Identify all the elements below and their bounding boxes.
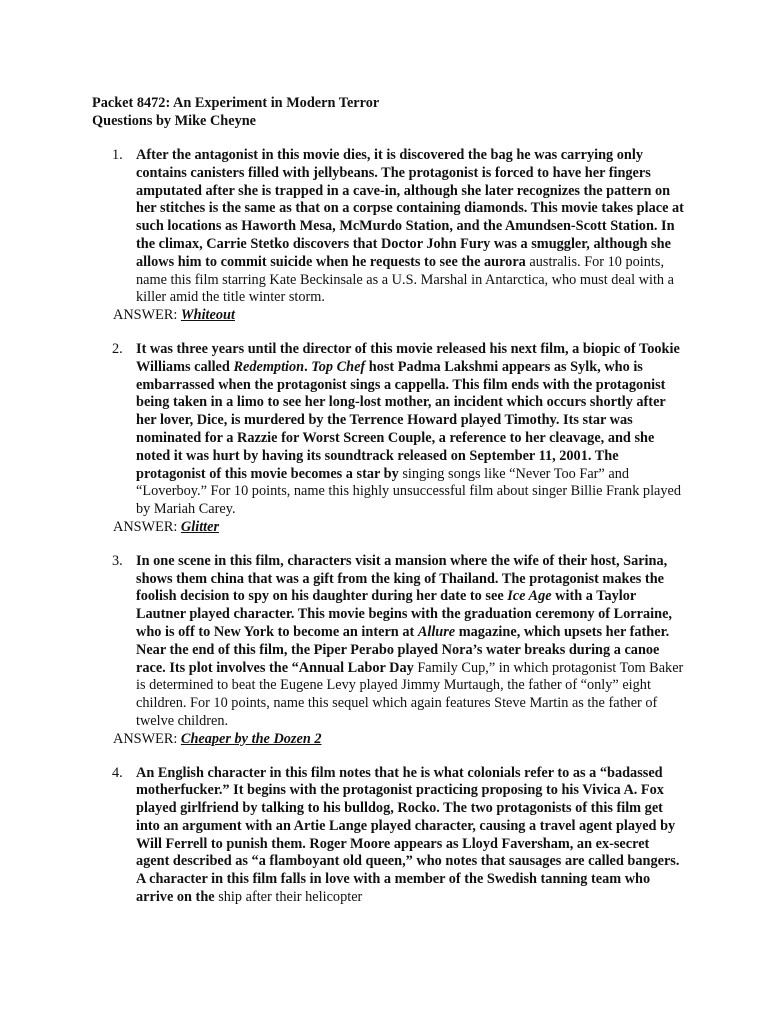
question-text: [136, 147, 684, 307]
question-lead: [136, 553, 672, 676]
packet-title: Packet 8472: An Experiment in Modern Terror: [92, 95, 380, 111]
answer-label: ANSWER:: [113, 730, 181, 747]
question-tail: australis. For 10 points, name this film starring Kate Beckinsale as a U.S. Marshal in Antarctica, who must deal with a killer amid the title winter storm.: [136, 253, 674, 306]
answer-value: Whiteout: [180, 307, 235, 324]
question-list: [0, 147, 770, 923]
question-number: 3.: [112, 552, 123, 569]
question-lead: [136, 341, 680, 482]
question-tail: ship after their helicopter: [214, 889, 363, 906]
question-2: [0, 341, 770, 537]
lead-text: It was three years until the director of this movie released his next film, a biopic of Tookie Williams called: [136, 340, 680, 375]
answer-line: [113, 519, 770, 537]
question-number: 1.: [112, 147, 123, 163]
question-text: [136, 765, 684, 907]
lead-text: An English character in this film notes that he is what colonials refer to as a “badassed motherfucker.” It begins with the protagonist practicing proposing to his Vivica A. Fox played girlfriend by talking to his bulldog, Rocko. The two protagonists of this film get into an argument with an Artie Lange played character, causing a travel agent played by Will Ferrell to punish them. Roger Moore appears as Lloyd Faversham, an ex-secret agent described as “a flamboyant old queen,” who notes that sausages are called bangers. A character in this film falls in love with a member of the Swedish tanning team who arrive on the: [136, 764, 680, 906]
lead-text: with a Taylor Lautner played character. This movie begins with the graduation ceremony of Lorraine, who is off to New York to become an intern at: [136, 588, 672, 640]
answer-line: [113, 731, 770, 749]
lead-title-italic: Ice Age: [507, 588, 552, 605]
lead-title-italic: Redemption: [233, 358, 305, 375]
answer-label: ANSWER:: [113, 307, 181, 324]
answer-label: ANSWER:: [113, 518, 181, 535]
lead-title-italic: Allure: [417, 623, 456, 640]
question-tail: Family Cup,” in which protagonist Tom Baker is determined to beat the Eugene Levy played Jimmy Murtaugh, the father of “only” eight children. For 10 points, name this sequel which again features Steve Martin as the father of twelve children.: [136, 659, 684, 729]
lead-title-italic: Top Chef: [311, 358, 366, 375]
question-lead: [136, 147, 684, 270]
question-4: [0, 765, 770, 907]
lead-text: After the antagonist in this movie dies, it is discovered the bag he was carrying only contains canisters filled with jellybeans. The protagonist is forced to have her fingers amputated after she is trapped in a cave-in, although she later recognizes the pattern on her stitches is the same as that on a corpse containing diamonds. This movie takes place at such locations as Haworth Mesa, McMurdo Station, and the Amundsen-Scott Station. In the climax, Carrie Stetko discovers that Doctor John Fury was a smuggler, although she allows him to commit suicide when he requests to see the aurora: [136, 147, 684, 270]
question-1: [0, 147, 770, 325]
question-text: [136, 341, 684, 519]
packet-byline: Questions by Mike Cheyne: [92, 113, 257, 129]
lead-text: host Padma Lakshmi appears as Sylk, who is embarrassed when the protagonist sings a cappella. This film ends with the protagonist being taken in a limo to see her long-lost mother, an incident which occurs shortly after her lover, Dice, is murdered by the Terrence Howard played Timothy. Its star was nominated for a Razzie for Worst Screen Couple, a reference to her cleavage, and she noted it was hurt by having its soundtrack released on September 11, 2001. The protagonist of this movie becomes a star by: [136, 358, 666, 482]
question-3: [0, 553, 770, 749]
answer-value: Cheaper by the Dozen 2: [180, 730, 322, 747]
lead-text: magazine, which upsets her father. Near the end of this film, the Piper Perabo played Nora’s water breaks during a canoe race. Its plot involves the “Annual Labor Day: [136, 623, 670, 676]
answer-value: Glitter: [180, 518, 220, 535]
lead-text: .: [304, 358, 312, 375]
question-lead: [136, 765, 679, 906]
question-tail: singing songs like “Never Too Far” and “Loverboy.” For 10 points, name this highly unsuccessful film about singer Billie Frank played by Mariah Carey.: [136, 465, 682, 518]
packet-header: [92, 94, 379, 130]
lead-text: In one scene in this film, characters visit a mansion where the wife of their host, Sarina, shows them china that was a gift from the king of Thailand. The protagonist makes the foolish decision to spy on his daughter during her date to see: [136, 552, 668, 605]
question-number: 2.: [112, 340, 123, 357]
question-text: [136, 553, 684, 731]
answer-line: [113, 307, 770, 325]
question-number: 4.: [112, 764, 123, 781]
